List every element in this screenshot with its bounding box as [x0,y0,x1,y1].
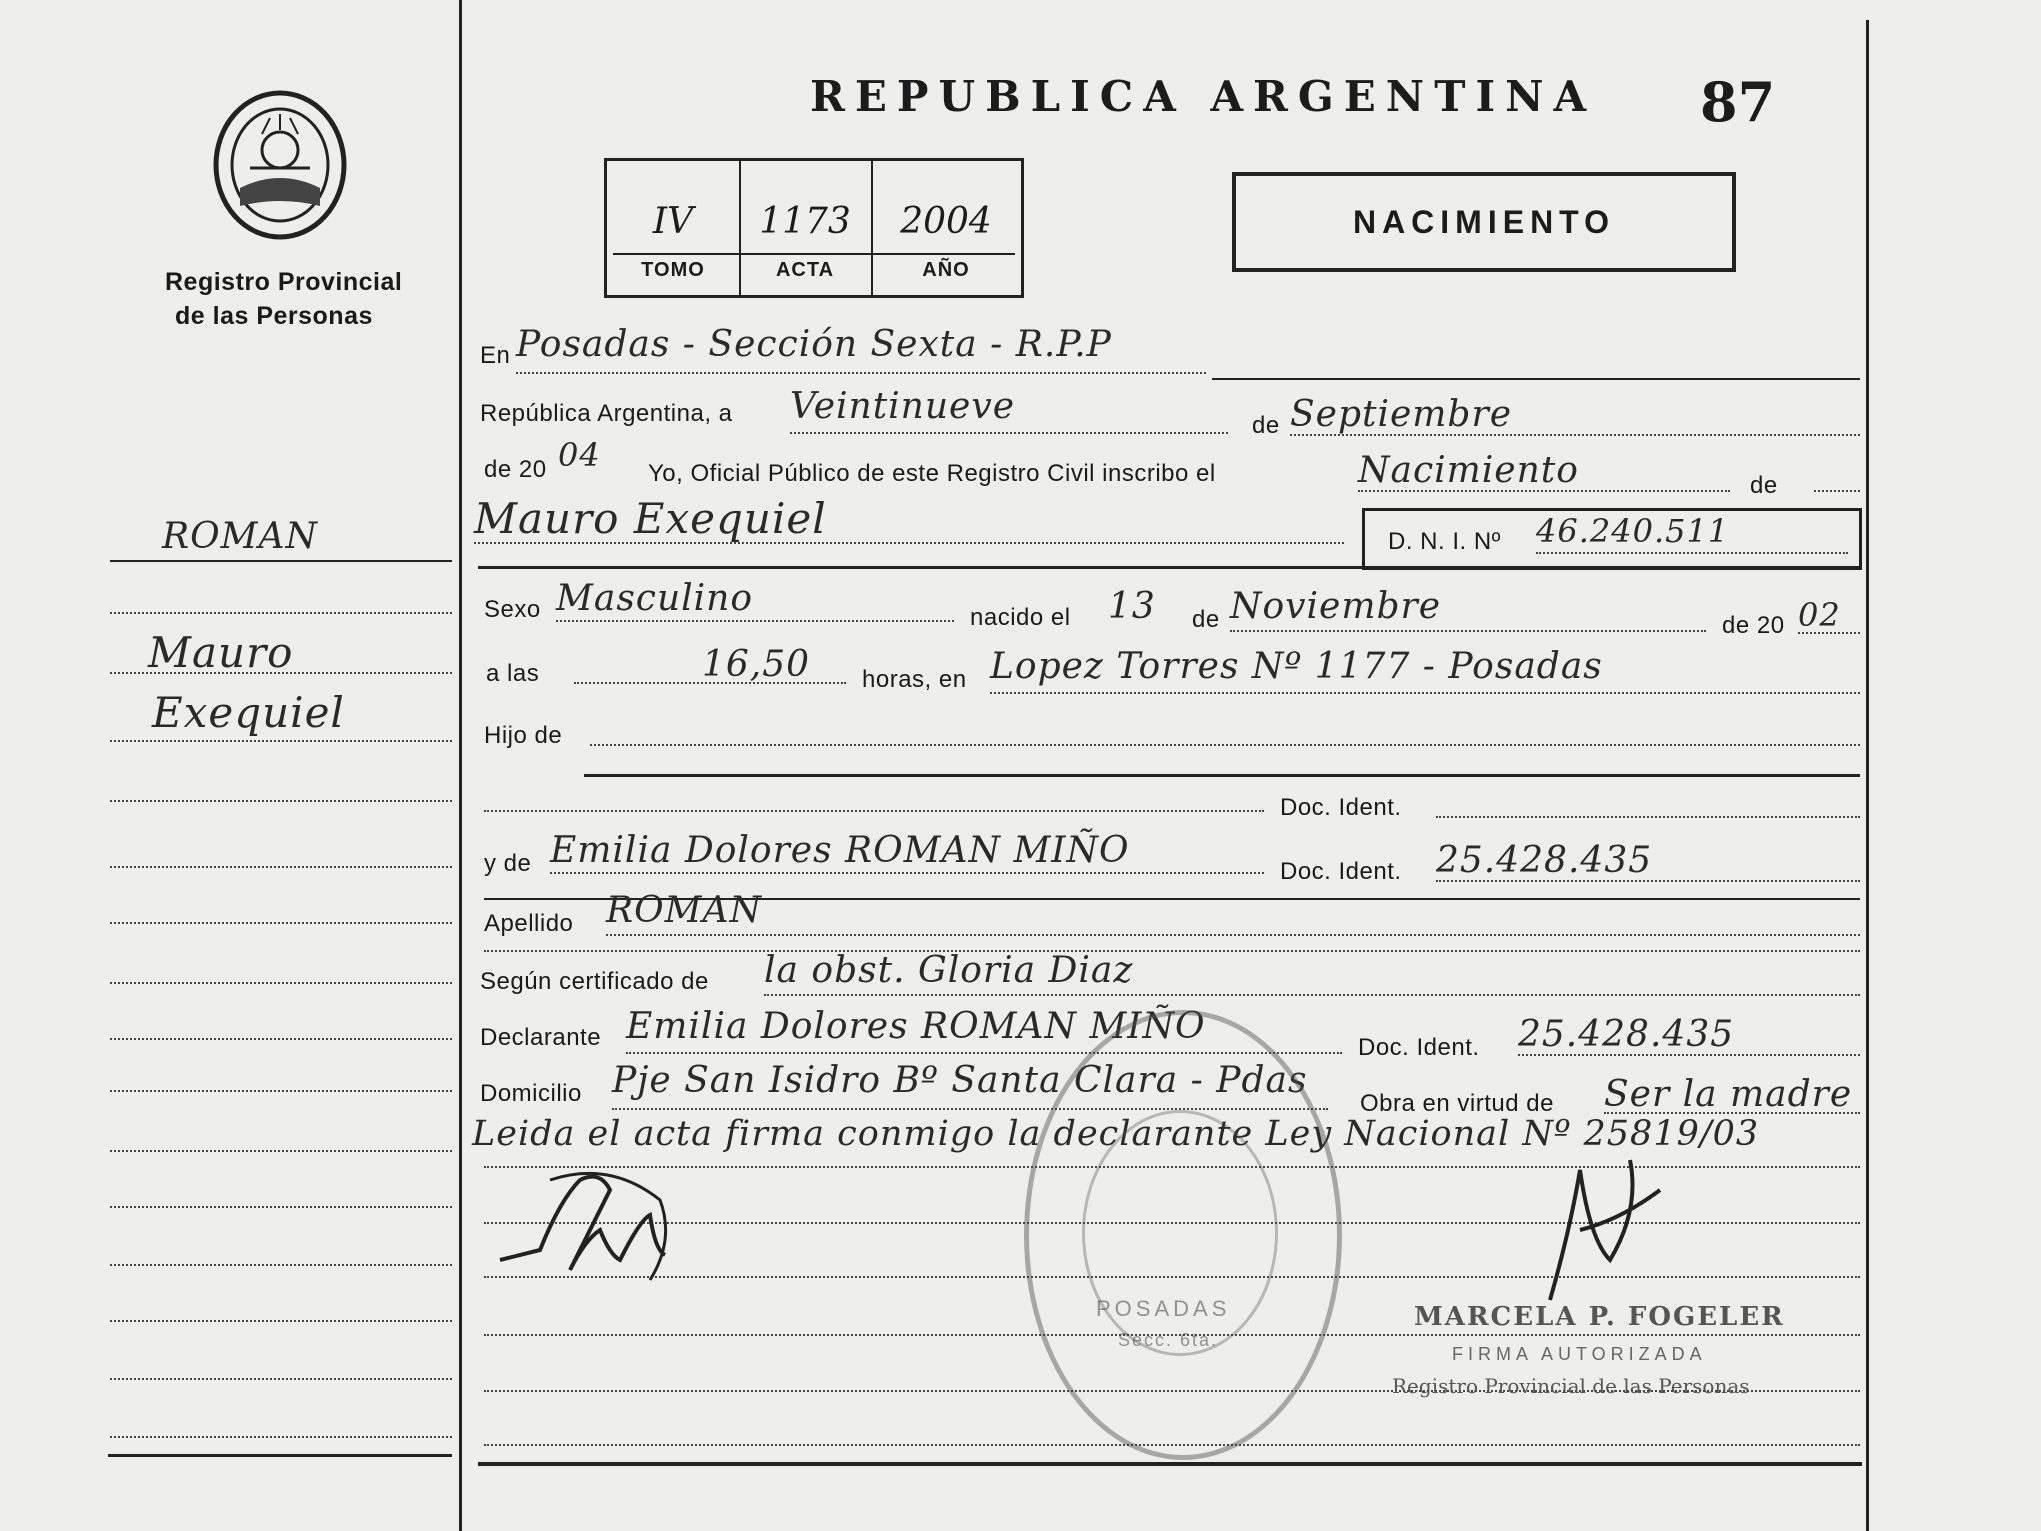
margin-dotline [110,982,452,984]
value-apellido: ROMAN [606,890,762,931]
margin-bottom-rule [108,1454,452,1457]
dotline [474,542,1344,544]
dotline [556,620,954,622]
value-madre: Emilia Dolores ROMAN MIÑO [550,830,1130,871]
stamp-official-name: MARCELA P. FOGELER [1414,1302,1785,1332]
margin-dotline [110,740,452,742]
value-dni: 46.240.511 [1536,512,1730,550]
tomo-value: IV [652,201,694,242]
value-certificado: la obst. Gloria Diaz [764,950,1134,991]
label-en: En [480,342,511,369]
declarant-signature-icon [490,1160,690,1290]
label-de20b: de 20 [1722,612,1785,639]
label-de-3: de [1192,606,1220,633]
margin-name1: Mauro [148,628,294,677]
value-anio: 04 [558,436,601,474]
value-lugar-nac: Lopez Torres Nº 1177 - Posadas [990,646,1603,687]
label-de-2: de [1750,472,1778,499]
label-de: de [1252,412,1280,439]
label-de20: de 20 [484,456,547,483]
label-segun: Según certificado de [480,968,709,995]
acta-cell [739,161,873,295]
dotline [574,682,846,684]
ano-label: AÑO [922,259,970,281]
dotline [1358,490,1730,492]
label-sexo: Sexo [484,596,541,623]
value-nota: Leida el acta firma conmigo la declarante Ley Nacional Nº 25819/03 [472,1114,1760,1154]
tomo-label: TOMO [641,259,705,281]
label-doc1: Doc. Ident. [1280,794,1402,821]
registry-name-line1: Registro Provincial [165,268,403,296]
label-apellido: Apellido [484,910,574,937]
dotline [1230,630,1706,632]
margin-dotline [110,1150,452,1152]
acta-value: 1173 [759,201,851,242]
value-dia: Veintinueve [790,386,1015,427]
value-declarante: Emilia Dolores ROMAN MIÑO [626,1006,1206,1047]
label-a-las: a las [486,660,540,687]
label-obra: Obra en virtud de [1360,1090,1554,1117]
value-anio-nac: 02 [1798,596,1841,634]
margin-dotline [110,1378,452,1380]
dotline [1436,880,1860,882]
ano-cell [871,161,1021,295]
rule [1212,378,1860,380]
book-reference-box [604,158,1024,298]
dotline [764,994,1860,996]
label-y-de: y de [484,850,532,877]
value-domicilio: Pje San Isidro Bº Santa Clara - Pdas [612,1060,1308,1101]
dotline [790,432,1228,434]
stamp-registry: Registro Provincial de las Personas [1392,1374,1750,1398]
official-signature-icon [1530,1150,1670,1310]
margin-dotline [110,922,452,924]
folio-number: 87 [1700,70,1776,134]
value-dia-nac: 13 [1108,586,1156,627]
margin-dotline [110,672,452,674]
right-border [1866,20,1869,1531]
ano-value: 2004 [900,201,992,242]
label-nacido: nacido el [970,604,1071,631]
label-doc3: Doc. Ident. [1358,1034,1480,1061]
margin-rule [110,560,452,562]
dotline [606,934,1860,936]
dotline [1290,434,1860,436]
label-dni: D. N. I. Nº [1388,528,1501,555]
margin-dotline [110,612,452,614]
dotline [590,744,1860,746]
dotline [1436,816,1860,818]
margin-dotline [110,1264,452,1266]
rule [584,774,1860,777]
dotline [1798,632,1860,634]
value-acto: Nacimiento [1358,450,1579,491]
value-obra: Ser la madre [1604,1074,1853,1115]
value-lugar: Posadas - Sección Sexta - R.P.P [516,324,1112,365]
act-type-box: NACIMIENTO [1232,172,1736,272]
registry-name-line2: de las Personas [175,302,373,330]
value-hora: 16,50 [702,644,811,685]
margin-name2: Exequiel [152,688,345,737]
margin-dotline [110,800,452,802]
seal-sub: Secc. 6ta. [1118,1330,1219,1350]
value-mes-nac: Noviembre [1230,586,1442,627]
value-sexo: Masculino [556,578,754,619]
dotline [990,692,1860,694]
value-declarante-doc: 25.428.435 [1518,1014,1735,1055]
value-madre-doc: 25.428.435 [1436,840,1653,881]
dotline [484,950,1860,952]
margin-dotline [110,1436,452,1438]
label-domicilio: Domicilio [480,1080,582,1107]
margin-surname: ROMAN [162,516,318,557]
stamp-authorized: FIRMA AUTORIZADA [1452,1344,1707,1364]
dotline [484,810,1264,812]
label-republica: República Argentina, a [480,400,733,427]
value-mes: Septiembre [1290,394,1512,435]
label-hijo: Hijo de [484,722,563,749]
margin-dotline [110,1038,452,1040]
country-title: REPUBLICA ARGENTINA [810,72,1597,121]
bottom-rule [478,1462,1862,1466]
margin-divider [459,0,462,1531]
margin-dotline [110,866,452,868]
label-yo: Yo, Oficial Público de este Registro Civil inscribo el [648,460,1216,487]
label-doc2: Doc. Ident. [1280,858,1402,885]
value-nombre: Mauro Exequiel [474,494,827,543]
seal-city: POSADAS [1096,1296,1231,1321]
dotline [1814,490,1860,492]
margin-dotline [110,1090,452,1092]
dotline [1518,1054,1860,1056]
dotline [550,872,1264,874]
tomo-cell [607,161,741,295]
section-rule [478,566,1862,569]
label-horas: horas, en [862,666,967,693]
label-declarante: Declarante [480,1024,602,1051]
acta-label: ACTA [775,259,835,281]
margin-dotline [110,1206,452,1208]
dotline [1536,552,1848,554]
margin-dotline [110,1320,452,1322]
dotline [516,372,1206,374]
province-seal-icon [210,88,350,242]
